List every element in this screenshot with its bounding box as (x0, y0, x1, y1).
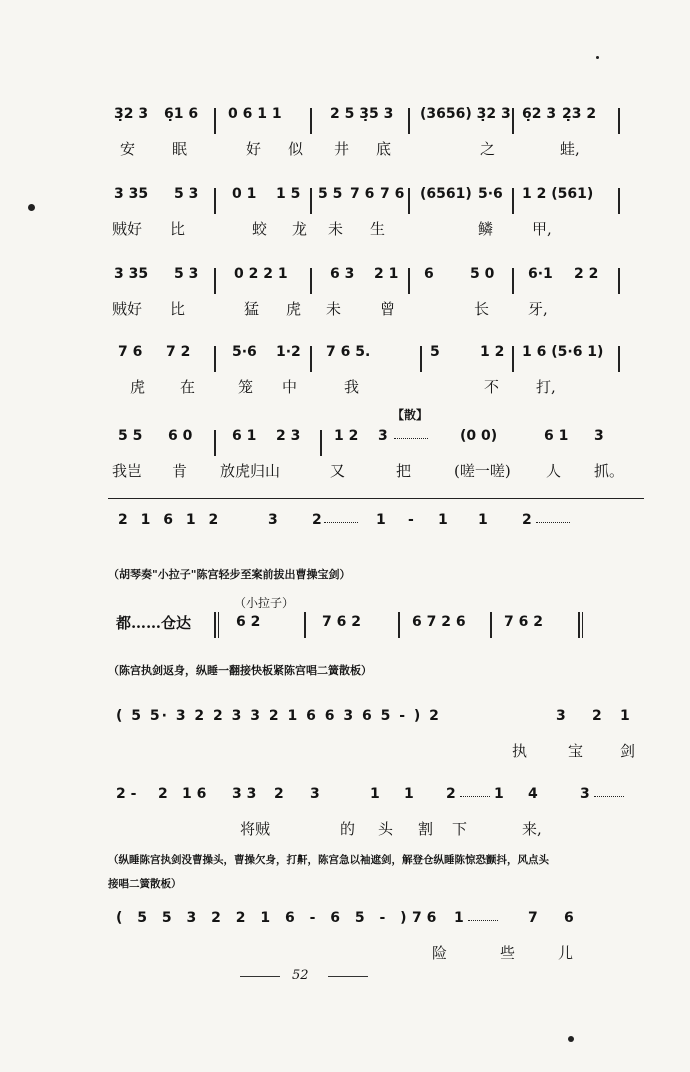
score-system-8 (108, 786, 638, 846)
lyric: 又 (330, 462, 346, 480)
lyric: 将贼 (240, 820, 271, 838)
bar-line (214, 108, 216, 134)
lyric: 抓。 (594, 462, 625, 480)
lyric: 之 (480, 140, 496, 158)
note-group: 3 (268, 512, 278, 528)
page-number-dash-right (328, 976, 368, 977)
note-group: 3̣2 3 (114, 106, 149, 122)
lyric: 些 (500, 944, 516, 962)
lyric: 贼好 (112, 300, 143, 318)
note-group: 6 7 2 6 (412, 614, 466, 630)
note-group: 6 (564, 910, 574, 926)
scan-speck (28, 204, 35, 211)
note-group: 5 0 (470, 266, 495, 282)
notation-line (108, 266, 638, 292)
notation-line (108, 428, 638, 454)
lyric: 龙 (292, 220, 308, 238)
note-group: (0 0) (460, 428, 498, 444)
lyric: 蛙, (560, 140, 580, 158)
note-group: 6 3 (330, 266, 355, 282)
score-system-5 (108, 408, 638, 488)
note-group: 7 6 2 (504, 614, 543, 630)
note-group: 0 6 1 1 (228, 106, 282, 122)
note-group: 0 1 (232, 186, 257, 202)
lyric: 头 (378, 820, 394, 838)
note-group: 3 (378, 428, 388, 444)
repeat-start (214, 612, 216, 638)
bar-line (408, 188, 410, 214)
lyric-line (108, 460, 638, 482)
notation-line (108, 106, 638, 132)
bar-line (408, 108, 410, 134)
note-group: 6·1 (528, 266, 553, 282)
lyric: 笼 (238, 378, 254, 396)
lyric: 的 (340, 820, 356, 838)
lyric: 打, (536, 378, 556, 396)
lyric: 把 (396, 462, 412, 480)
bar-line (214, 188, 216, 214)
lyric: 鳞 (478, 220, 494, 238)
lyric: 割 (418, 820, 434, 838)
note-group: 1 (438, 512, 448, 528)
note-group: 5 (430, 344, 440, 360)
score-system-7 (108, 708, 638, 768)
note-group: 7 (528, 910, 538, 926)
notation-line (108, 344, 638, 370)
lyric: 肯 (172, 462, 188, 480)
bar-line (310, 268, 312, 294)
note-group: 1 6 (182, 786, 207, 802)
note-group: 7 6 (350, 186, 375, 202)
note-group: 3 (580, 786, 590, 802)
page-number: 52 (292, 968, 309, 983)
note-group: 1 (494, 786, 504, 802)
lyric: 未 (328, 220, 344, 238)
lyric: (嗟一嗟) (454, 462, 511, 480)
bar-line (214, 268, 216, 294)
score-system-4 (108, 344, 638, 404)
note-group: 1 (370, 786, 380, 802)
note-group: 6 2 (236, 614, 261, 630)
stage-direction: （陈宫执剑返身，纵睡一翻接快板紧陈宫唱二簧散板） (108, 664, 372, 677)
note-group: ( 5 5· 3 2 2 3 3 2 1 6 6 3 6 5 - ) 2 (116, 708, 441, 724)
note-group: 5 5 (118, 428, 143, 444)
note-group: 1 2 (334, 428, 359, 444)
lyric: 剑 (620, 742, 636, 760)
lyric: 牙, (528, 300, 548, 318)
bar-line (490, 612, 492, 638)
lyric: 比 (170, 220, 186, 238)
note-group: 7 6 2 (322, 614, 361, 630)
bar-line (512, 108, 514, 134)
note-group: (3656) 3̣2 3 (420, 106, 511, 122)
note-group: 2 (522, 512, 532, 528)
score-system-6 (108, 512, 638, 542)
note-group: 1·2 (276, 344, 301, 360)
trill-line (460, 796, 490, 797)
lyric: 中 (282, 378, 298, 396)
lyric: 未 (326, 300, 342, 318)
trill-line (394, 438, 428, 439)
note-group: 3 (556, 708, 566, 724)
note-group: - (408, 512, 414, 528)
lyric: 在 (180, 378, 196, 396)
lyric: 我岂 (112, 462, 143, 480)
note-group: 7 6 (118, 344, 143, 360)
score-system-1 (108, 106, 638, 166)
note-group: 1 (404, 786, 414, 802)
notation-line (108, 512, 638, 538)
notation-line (108, 910, 638, 936)
trill-line (594, 796, 624, 797)
repeat-end (578, 612, 580, 638)
lyric: 不 (484, 378, 500, 396)
note-group: 3 35 (114, 186, 149, 202)
trill-line (468, 920, 498, 921)
repeat-start-thin (218, 612, 219, 638)
bar-line (310, 188, 312, 214)
note-group: 5 3 (174, 186, 199, 202)
lyric: 底 (376, 140, 392, 158)
lyric: 儿 (558, 944, 574, 962)
stage-direction: （纵睡陈宫执剑没曹操头，曹操欠身，打鼾，陈宫急以袖遮剑，解登仓纵睡陈惊恐颤抖，风点头 (108, 854, 549, 866)
lyric: 长 (474, 300, 490, 318)
note-group: 2 (446, 786, 456, 802)
note-group: 2 5 3̣5 3 (330, 106, 394, 122)
lyric: 人 (546, 462, 562, 480)
note-group: 3 35 (114, 266, 149, 282)
score-system-9 (108, 910, 638, 970)
lyric: 好 (246, 140, 262, 158)
lyric: 甲, (532, 220, 552, 238)
note-group: 6̣2 3 (522, 106, 557, 122)
bar-line (618, 188, 620, 214)
score-system-3 (108, 266, 638, 326)
lyric: 执 (512, 742, 528, 760)
note-group: 6 1 (544, 428, 569, 444)
section-label: （小拉子） (234, 596, 295, 610)
lyric: 来, (522, 820, 542, 838)
lyric-line (108, 298, 638, 320)
lyric-line (108, 218, 638, 240)
bar-line (618, 346, 620, 372)
scan-speck (568, 1036, 574, 1042)
lyric: 猛 (244, 300, 260, 318)
note-group: 2 2 (574, 266, 599, 282)
percussion-cue: 都……仓达 (116, 614, 192, 632)
scan-speck (596, 56, 599, 59)
note-group: 2̣3 2 (562, 106, 597, 122)
lyric: 放虎归山 (220, 462, 281, 480)
notation-line (108, 186, 638, 212)
lyric: 下 (452, 820, 468, 838)
note-group: 7 6 (380, 186, 405, 202)
note-group: 7 2 (166, 344, 191, 360)
bar-line (512, 268, 514, 294)
note-group: 5·6 (232, 344, 257, 360)
note-group: 1 (620, 708, 630, 724)
lyric: 似 (288, 140, 304, 158)
note-group: 2 (274, 786, 284, 802)
bar-line (512, 188, 514, 214)
bar-line (310, 108, 312, 134)
lyric-line (108, 740, 638, 762)
note-group: 5·6 (478, 186, 503, 202)
lyric: 我 (344, 378, 360, 396)
stage-direction-cont: 接唱二簧散板） (108, 878, 182, 890)
lyric: 宝 (568, 742, 584, 760)
score-system-xiaolazi (108, 596, 638, 650)
note-group: 1 5 (276, 186, 301, 202)
bar-line (420, 346, 422, 372)
lyric-line (108, 942, 638, 964)
lyric: 曾 (380, 300, 396, 318)
note-group: 3 (594, 428, 604, 444)
note-group: 0 2 2 1 (234, 266, 288, 282)
note-group: 7 6 5. (326, 344, 371, 360)
trill-line (536, 522, 570, 523)
note-group: 2 3 (276, 428, 301, 444)
lyric: 生 (370, 220, 386, 238)
repeat-end-thin (582, 612, 583, 638)
bar-line (618, 108, 620, 134)
note-group: 2 (592, 708, 602, 724)
note-group: 1 (376, 512, 386, 528)
bar-line (408, 268, 410, 294)
note-group: 1 (478, 512, 488, 528)
note-group: 1 (454, 910, 464, 926)
note-group: 2 (158, 786, 168, 802)
note-group: 1 2 (480, 344, 505, 360)
note-group: 7 6 (412, 910, 437, 926)
lyric: 险 (432, 944, 448, 962)
note-group: 6 0 (168, 428, 193, 444)
lyric: 贼好 (112, 220, 143, 238)
note-group: 3 3 (232, 786, 257, 802)
section-rule (108, 498, 644, 499)
note-group: 6 1 (232, 428, 257, 444)
note-group: (6561) (420, 186, 472, 202)
note-group: 1 2 (561) (522, 186, 594, 202)
lyric-line (108, 376, 638, 398)
lyric: 虎 (130, 378, 146, 396)
note-group: 4 (528, 786, 538, 802)
bar-line (512, 346, 514, 372)
score-system-2 (108, 186, 638, 246)
trill-line (324, 522, 358, 523)
bar-line (304, 612, 306, 638)
bar-line (214, 346, 216, 372)
note-group: 3 (310, 786, 320, 802)
lyric-line (108, 818, 638, 840)
lyric: 眠 (172, 140, 188, 158)
lyric-line (108, 138, 638, 160)
notation-line (108, 786, 638, 812)
note-group: 6̣1 6 (164, 106, 199, 122)
note-group: 2 (312, 512, 322, 528)
notation-line (108, 708, 638, 734)
note-group: 5 5 (318, 186, 343, 202)
stage-direction: （胡琴奏"小拉子"陈宫轻步至案前拔出曹操宝剑） (108, 568, 351, 581)
note-group: 1 6 (5·6 1) (522, 344, 604, 360)
page-number-dash-left (240, 976, 280, 977)
bar-line (618, 268, 620, 294)
note-group: 2 1 6 1 2 (118, 512, 223, 528)
lyric: 比 (170, 300, 186, 318)
bar-line (320, 430, 322, 456)
lyric: 虎 (286, 300, 302, 318)
lyric: 安 (120, 140, 136, 158)
lyric: 蛟 (252, 220, 268, 238)
note-group: 2 1 (374, 266, 399, 282)
lyric: 井 (334, 140, 350, 158)
note-group: 6 (424, 266, 434, 282)
note-group: 2 - (116, 786, 137, 802)
note-group: ( 5 5 3 2 2 1 6 - 6 5 - ) (116, 910, 412, 926)
bar-line (398, 612, 400, 638)
note-group: 5 3 (174, 266, 199, 282)
bar-line (310, 346, 312, 372)
bar-line (214, 430, 216, 456)
tempo-marking: 【散】 (392, 408, 429, 422)
